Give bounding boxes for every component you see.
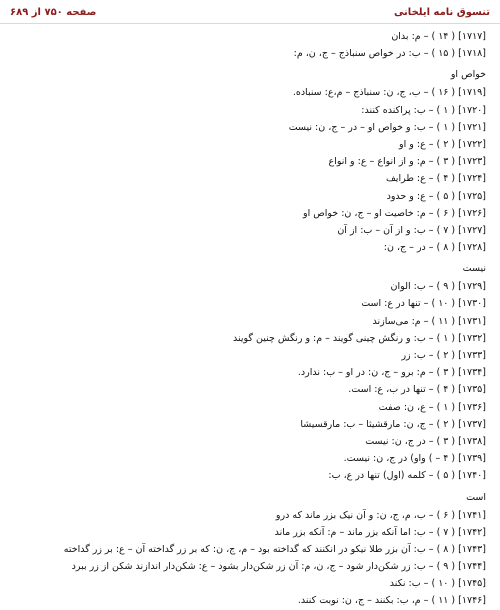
footnote-line: [۱۷۳۷] ( ۲ ) – ج، ن: مارقشیثا – ب: مارقسیشا [300,418,486,430]
footnote-line: [۱۷۲۳] ( ۳ ) – م: و از انواع – ع: و انواع [328,156,486,168]
footnote-line: [۱۷۲۷] ( ۷ ) – ب: و از آن – ب: از آن [337,224,486,236]
footnote-line: [۱۷۳۰] ( ۱۰ ) – تنها در ع: است [361,298,486,310]
footnote-line: [۱۷۲۵] ( ۵ ) – ع: و حدود [386,190,486,202]
footnote-line: [۱۷۳۳] ( ۲ ) – ب: زر [401,350,486,361]
footnote-line: [۱۷۲۰] ( ۱ ) – ب: پراکنده کنند: [361,104,486,116]
footnote-line: [۱۷۴۱] ( ۶ ) – ب، م، ج، ن: و آن نیک بزر ماند که درو [275,509,486,521]
footnote-line: [۱۷۱۹] ( ۱۶ ) – ب، ج، ن: سنباذج – م،ع: سنباده. [292,87,486,99]
footnote-line: [۱۷۳۸] ( ۳ ) – در ج، ن: نیست [365,435,486,447]
footnote-line: [۱۷۳۵] ( ۴ ) – تنها در ب، ع: است. [348,384,486,396]
footnote-line: [۱۷۱۸] ( ۱۵ ) – ب: در خواص سنباذج – ج، ن، م: [293,48,486,60]
footnote-continuation: خواص او [450,69,486,81]
footnote-line: [۱۷۲۶] ( ۶ ) – م: خاصیت او – ج، ن: خواص او [303,207,486,219]
book-title: تنسوق نامه ایلخانی [393,7,490,18]
page-header [0,0,500,24]
footnote-line: [۱۷۴۴] ( ۹ ) – ب: زر شکن‌دار شود – ج، ن، م: آن زر شکن‌دار بشود – ع: شکن‌دار اندازند شکن از زر ببرد [71,561,486,573]
footnote-line: [۱۷۴۰] ( ۵ ) – کلمه (اول) تنها در ع، ب: [328,470,486,482]
footnote-line: [۱۷۴۲] ( ۷ ) – ب: اما آنکه بزر ماند – م: آنکه بزر ماند [274,526,486,538]
footnote-line: [۱۷۴۳] ( ۸ ) – ب: آن بزر طلا نیکو در انکنند که گداخته بود – م، ج، ن: که بر زر گداخته آن – ع: بر زر گداخته [63,543,486,555]
footnote-line: [۱۷۲۲] ( ۲ ) – ع: و او [399,138,486,150]
footnote-line: [۱۷۴۶] ( ۱۱ ) – م، ب: بکنند – ج، ن: نوبت کنند. [297,595,486,607]
footnote-line: [۱۷۱۷] ( ۱۴ ) – م: بدان [391,31,486,42]
footnote-line: [۱۷۳۲] ( ۱ ) – ب: و رنگش چینی گویند – م: و رنگش چنین گویند [233,332,486,344]
footnote-continuation: نیست [462,263,486,275]
footnote-line: [۱۷۴۵] ( ۱۰ ) – ب: نکند [389,578,486,590]
page-number-label: صفحه ۷۵۰ از ۶۸۹ [10,7,97,18]
footnote-line: [۱۷۲۴] ( ۴ ) – ع: طرایف [385,173,486,185]
footnote-line: [۱۷۳۹] ( ۴ – ) واو) در ج، ن: نیست. [343,453,486,465]
footnote-line: [۱۷۳۶] ( ۱ ) – ع، ن: صفت [378,401,486,413]
footnote-line: [۱۷۲۸] ( ۸ ) – در – ج، ن: [383,242,486,254]
footnote-continuation: است [466,491,486,503]
footnote-line: [۱۷۲۹] ( ۹ ) – ب: الوان [390,281,486,293]
footnotes-list [12,28,486,610]
footnote-line: [۱۷۳۱] ( ۱۱ ) – م: می‌سازند [372,315,486,327]
footnote-line: [۱۷۳۴] ( ۳ ) – م: برو – ج، ن: در او – ب: ندارد. [297,367,486,379]
footnote-line: [۱۷۲۱] ( ۱ ) – ب: و خواص او – در – ج، ن: نیست [288,121,486,133]
